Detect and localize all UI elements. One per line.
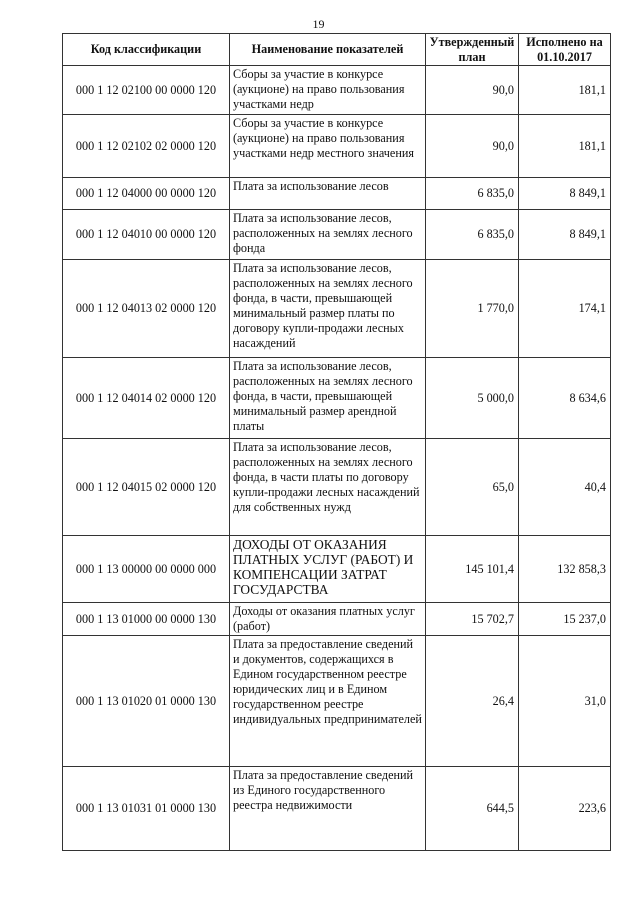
indicator-name: Плата за использование лесов, расположенных на землях лесного фонда, в части, превышающей минимальный размер платы по договору купли-продажи лесных насаждений bbox=[230, 260, 426, 358]
table-row bbox=[63, 439, 611, 536]
approved-plan: 1 770,0 bbox=[426, 260, 519, 358]
classification-code: 000 1 12 02102 02 0000 120 bbox=[63, 115, 230, 178]
indicator-name: Сборы за участие в конкурсе (аукционе) на право пользования участками недр bbox=[230, 66, 426, 115]
executed-value: 8 849,1 bbox=[519, 178, 611, 210]
table-row bbox=[63, 178, 611, 210]
table-row bbox=[63, 115, 611, 178]
table-row bbox=[63, 260, 611, 358]
classification-code: 000 1 13 00000 00 0000 000 bbox=[63, 536, 230, 603]
table-row bbox=[63, 536, 611, 603]
executed-value: 132 858,3 bbox=[519, 536, 611, 603]
classification-code: 000 1 12 04013 02 0000 120 bbox=[63, 260, 230, 358]
header-name: Наименование показателей bbox=[230, 34, 426, 66]
executed-value: 8 634,6 bbox=[519, 358, 611, 439]
table-row bbox=[63, 358, 611, 439]
classification-code: 000 1 12 04015 02 0000 120 bbox=[63, 439, 230, 536]
classification-code: 000 1 12 04014 02 0000 120 bbox=[63, 358, 230, 439]
classification-code: 000 1 13 01000 00 0000 130 bbox=[63, 603, 230, 636]
executed-value: 31,0 bbox=[519, 636, 611, 767]
indicator-name: Плата за использование лесов, расположенных на землях лесного фонда, в части платы по договору купли-продажи лесных насаждений для собственных нужд bbox=[230, 439, 426, 536]
executed-value: 223,6 bbox=[519, 767, 611, 851]
executed-value: 15 237,0 bbox=[519, 603, 611, 636]
approved-plan: 90,0 bbox=[426, 66, 519, 115]
indicator-name: Плата за использование лесов, расположенных на землях лесного фонда bbox=[230, 210, 426, 260]
table-row bbox=[63, 603, 611, 636]
approved-plan: 644,5 bbox=[426, 767, 519, 851]
approved-plan: 5 000,0 bbox=[426, 358, 519, 439]
approved-plan: 15 702,7 bbox=[426, 603, 519, 636]
indicator-name: Плата за предоставление сведений из Единого государственного реестра недвижимости bbox=[230, 767, 426, 851]
classification-code: 000 1 12 04010 00 0000 120 bbox=[63, 210, 230, 260]
approved-plan: 90,0 bbox=[426, 115, 519, 178]
approved-plan: 6 835,0 bbox=[426, 178, 519, 210]
executed-value: 181,1 bbox=[519, 115, 611, 178]
table-row bbox=[63, 210, 611, 260]
page-number: 19 bbox=[312, 17, 325, 31]
indicator-name: Сборы за участие в конкурсе (аукционе) на право пользования участками недр местного значения bbox=[230, 115, 426, 178]
approved-plan: 6 835,0 bbox=[426, 210, 519, 260]
indicator-name: ДОХОДЫ ОТ ОКАЗАНИЯ ПЛАТНЫХ УСЛУГ (РАБОТ) И КОМПЕНСАЦИИ ЗАТРАТ ГОСУДАРСТВА bbox=[230, 536, 426, 603]
indicator-name: Плата за использование лесов bbox=[230, 178, 426, 210]
header-executed: Исполнено на 01.10.2017 bbox=[519, 34, 611, 66]
executed-value: 40,4 bbox=[519, 439, 611, 536]
header-plan: Утвержденный план bbox=[426, 34, 519, 66]
indicator-name: Доходы от оказания платных услуг (работ) bbox=[230, 603, 426, 636]
revenue-table bbox=[62, 33, 611, 851]
table-header-row bbox=[63, 34, 611, 66]
header-code: Код классификации bbox=[63, 34, 230, 66]
executed-value: 174,1 bbox=[519, 260, 611, 358]
approved-plan: 65,0 bbox=[426, 439, 519, 536]
table-row bbox=[63, 66, 611, 115]
classification-code: 000 1 12 04000 00 0000 120 bbox=[63, 178, 230, 210]
approved-plan: 26,4 bbox=[426, 636, 519, 767]
table-row bbox=[63, 636, 611, 767]
indicator-name: Плата за использование лесов, расположенных на землях лесного фонда, в части, превышающей минимальный размер арендной платы bbox=[230, 358, 426, 439]
classification-code: 000 1 13 01031 01 0000 130 bbox=[63, 767, 230, 851]
executed-value: 8 849,1 bbox=[519, 210, 611, 260]
classification-code: 000 1 13 01020 01 0000 130 bbox=[63, 636, 230, 767]
executed-value: 181,1 bbox=[519, 66, 611, 115]
table-row bbox=[63, 767, 611, 851]
indicator-name: Плата за предоставление сведений и документов, содержащихся в Едином государственном реестре юридических лиц и в Едином государственном реестре индивидуальных предпринимателей bbox=[230, 636, 426, 767]
classification-code: 000 1 12 02100 00 0000 120 bbox=[63, 66, 230, 115]
approved-plan: 145 101,4 bbox=[426, 536, 519, 603]
